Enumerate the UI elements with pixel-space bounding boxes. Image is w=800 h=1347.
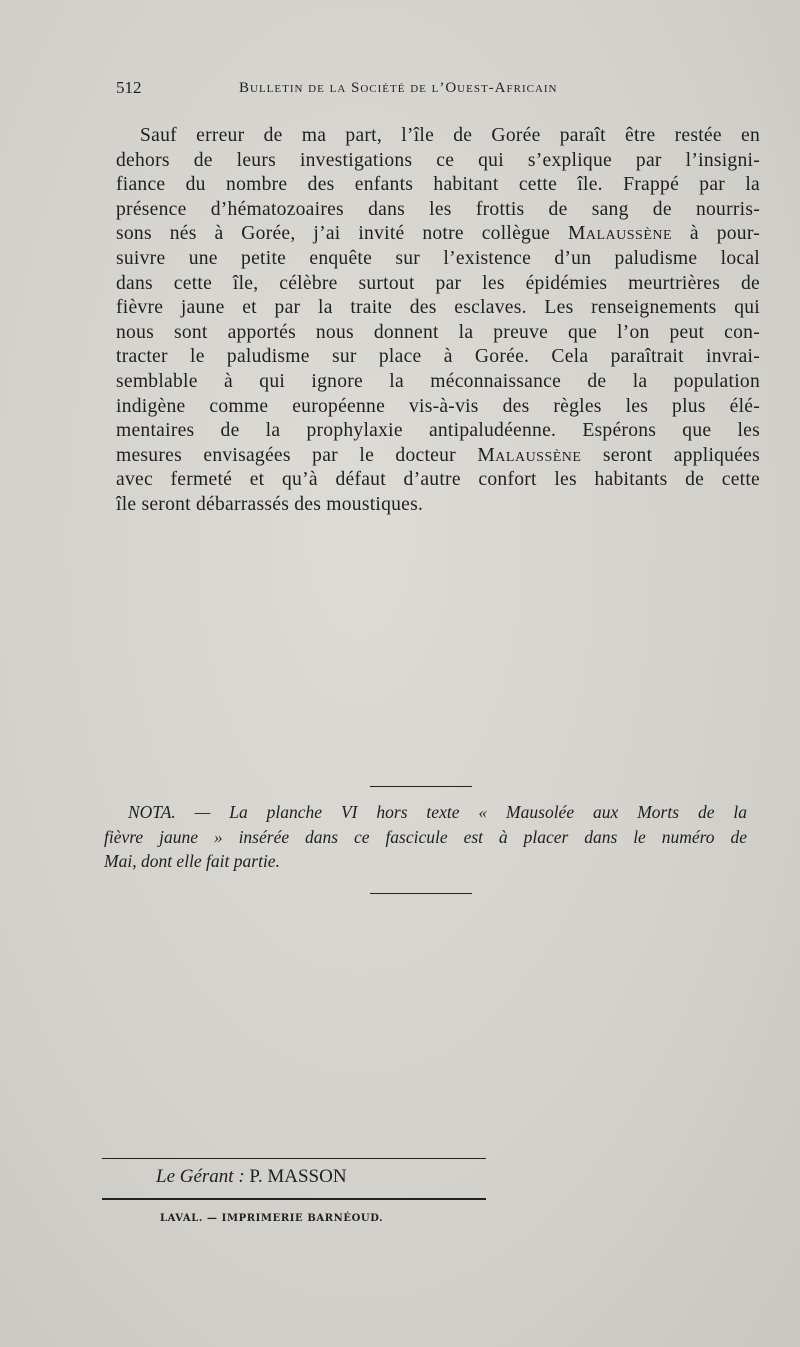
body-line: Sauf erreur de ma part, l’île de Gorée paraît être restée en — [140, 125, 760, 146]
page-header — [116, 78, 636, 104]
printer-imprint: LAVAL. — IMPRIMERIE BARNÉOUD. — [160, 1213, 384, 1224]
body-line: fiance du nombre des enfants habitant cette île. Frappé par la — [116, 174, 760, 196]
separator-rule — [370, 786, 472, 787]
nota-line: fièvre jaune » insérée dans ce fascicule est à placer dans le numéro de — [104, 826, 747, 847]
gerant-signature — [156, 1166, 347, 1188]
gerant-label: Le Gérant : — [156, 1166, 245, 1187]
body-line: dans cette île, célèbre surtout par les épidémies meurtrières de — [116, 272, 760, 294]
body-line-text: seront appliquées — [581, 444, 760, 466]
body-line: semblable à qui ignore la méconnaissance de la population — [116, 370, 760, 392]
body-line: suivre une petite enquête sur l’existence d’un paludisme local — [116, 247, 760, 269]
body-line: île seront débarrassés des moustiques. — [116, 493, 424, 515]
separator-rule — [370, 893, 472, 894]
body-line-text: mesures envisagées par le docteur — [116, 444, 478, 466]
nota-line: Mai, dont elle fait partie. — [104, 851, 280, 871]
running-title: Bulletin de la Société de l’Ouest-Africain — [239, 80, 558, 96]
body-line-text: à pour- — [672, 223, 761, 245]
author-name: Malaussène — [567, 223, 673, 245]
body-line: fièvre jaune et par la traite des esclaves. Les renseignements qui — [116, 297, 760, 319]
author-name: Malaussène — [477, 444, 582, 466]
body-line — [116, 444, 760, 469]
nota-paragraph — [104, 800, 747, 874]
body-paragraph — [116, 124, 760, 518]
body-line-text: sons nés à Gorée, j’ai invité notre collègue — [116, 223, 568, 245]
footer-rule-top — [102, 1158, 486, 1159]
body-line: tracter le paludisme sur place à Gorée. Cela paraîtrait invrai- — [116, 346, 760, 368]
body-line: indigène comme européenne vis-à-vis des règles les plus élé- — [116, 395, 760, 417]
body-line: nous sont apportés nous donnent la preuve que l’on peut con- — [116, 321, 760, 343]
body-line — [116, 222, 760, 247]
body-line: avec fermeté et qu’à défaut d’autre confort les habitants de cette — [116, 469, 760, 491]
body-line: mentaires de la prophylaxie antipaludéenne. Espérons que les — [116, 420, 760, 442]
gerant-name: P. MASSON — [249, 1166, 347, 1187]
footer-rule-bottom — [102, 1198, 486, 1200]
nota-line: NOTA. — La planche VI hors texte « Mausolée aux Morts de la — [128, 802, 747, 822]
body-line: dehors de leurs investigations ce qui s’explique par l’insigni- — [116, 149, 760, 171]
page-number: 512 — [116, 78, 142, 97]
body-line: présence d’hématozoaires dans les frottis de sang de nourris- — [116, 198, 760, 220]
